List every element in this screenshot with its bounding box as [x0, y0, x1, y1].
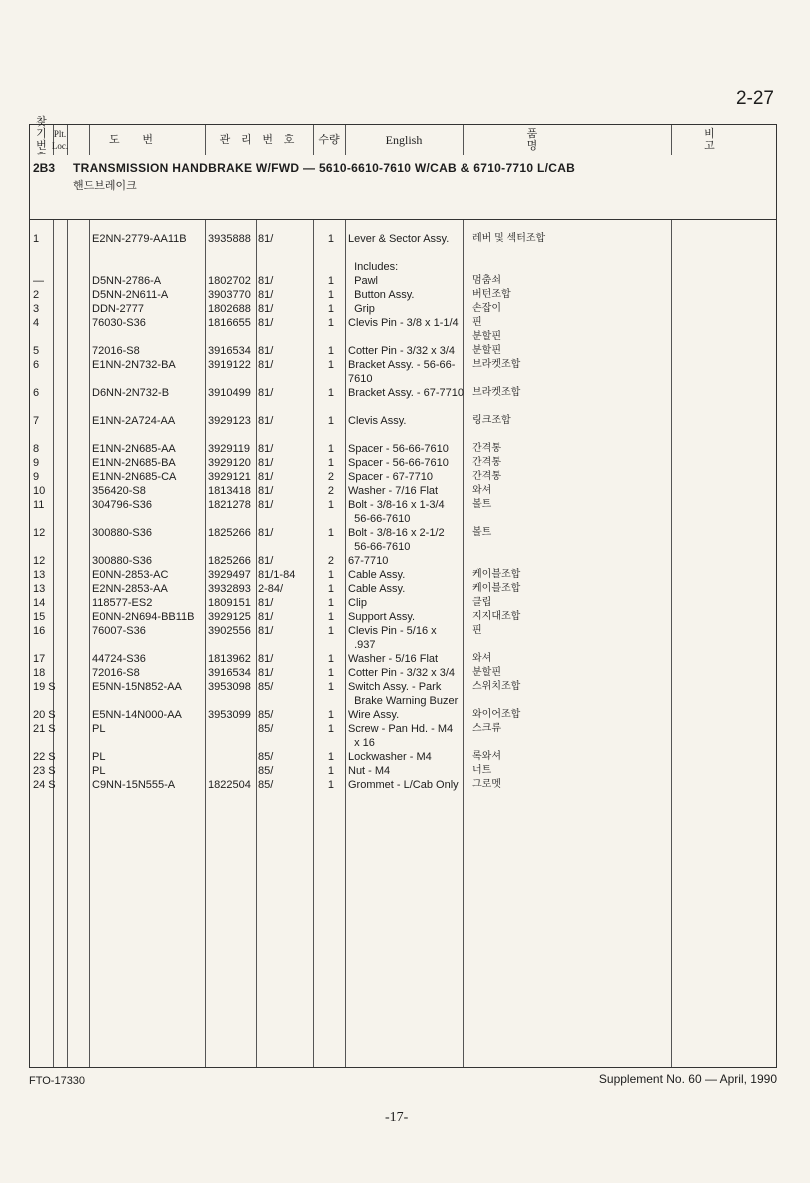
row-20-part: 118577-ES2 [92, 597, 153, 609]
row-28-kr: 록와셔 [472, 751, 501, 762]
row-3-mgmt: 1802702 [208, 275, 251, 287]
row-7-qty: 1 [327, 345, 334, 357]
row-20-ref: 14 [33, 597, 46, 609]
row-5-qty: 1 [327, 303, 334, 315]
row-23-en: Washer - 5/16 Flat [348, 653, 439, 665]
row-13-kr: 간격통 [472, 471, 501, 482]
row-30-kr: 그로멧 [472, 779, 501, 790]
folio: -17- [385, 1110, 409, 1125]
row-19-ref: 13 [33, 583, 46, 595]
row-9-mgmt: 3910499 [208, 387, 251, 399]
row-18-kr: 케이블조합 [472, 569, 521, 580]
row-7-kr: 분할핀 [472, 345, 501, 356]
row-3-ref: — [33, 275, 44, 287]
row-11-en: Spacer - 56-66-7610 [348, 443, 449, 455]
row-25-mgmt: 3953098 [208, 681, 251, 693]
row-29-kr: 너트 [472, 765, 492, 776]
row-14-en: Washer - 7/16 Flat [348, 485, 439, 497]
row-10-en: Clevis Assy. [348, 415, 407, 427]
parts-table [29, 116, 777, 1068]
row-11-code: 81/ [258, 443, 274, 455]
row-9-qty: 1 [327, 387, 334, 399]
row-24-code: 81/ [258, 667, 274, 679]
row-20-qty: 1 [327, 597, 334, 609]
row-4-code: 81/ [258, 289, 274, 301]
footer-left: FTO-17330 [29, 1075, 86, 1087]
row-30-ref: 24 S [33, 779, 56, 791]
row-7-ref: 5 [33, 345, 40, 357]
row-28-en: Lockwasher - M4 [348, 751, 432, 763]
row-1-en: Lever & Sector Assy. [348, 233, 450, 245]
row-23-code: 81/ [258, 653, 274, 665]
row-17-mgmt: 1825266 [208, 555, 251, 567]
row-30-part: C9NN-15N555-A [92, 779, 176, 791]
row-21-qty: 1 [327, 611, 334, 623]
row-14-mgmt: 1813418 [208, 485, 251, 497]
row-18-en: Cable Assy. [348, 569, 406, 581]
row-8-mgmt: 3919122 [208, 359, 251, 371]
row-16-qty: 1 [327, 527, 334, 539]
row-12-en: Spacer - 56-66-7610 [348, 457, 449, 469]
page-number: 2-27 [735, 88, 774, 109]
row-30-qty: 1 [327, 779, 334, 791]
row-27-en: Screw - Pan Hd. - M4 x 16 [348, 723, 454, 749]
row-8-part: E1NN-2N732-BA [92, 359, 176, 371]
row-19-mgmt: 3932893 [208, 583, 251, 595]
section-title: TRANSMISSION HANDBRAKE W/FWD — 5610-6610-7610 W/CAB & 6710-7710 L/CAB [73, 161, 576, 175]
row-13-qty: 2 [327, 471, 334, 483]
row-6-code: 81/ [258, 317, 274, 329]
row-25-kr: 스위치조합 [472, 681, 521, 692]
row-5-ref: 3 [33, 303, 40, 315]
row-20-en: Clip [348, 597, 367, 609]
row-14-part: 356420-S8 [92, 485, 146, 497]
row-14-ref: 10 [33, 485, 46, 497]
row-4-mgmt: 3903770 [208, 289, 251, 301]
header-qty: 수량 [318, 134, 340, 146]
row-8-code: 81/ [258, 359, 274, 371]
row-5-en: Grip [348, 303, 375, 315]
footer-right: Supplement No. 60 — April, 1990 [598, 1072, 777, 1086]
row-29-part: PL [92, 765, 106, 777]
row-23-ref: 17 [33, 653, 46, 665]
row-6-qty: 1 [327, 317, 334, 329]
row-7-mgmt: 3916534 [208, 345, 251, 357]
row-15-qty: 1 [327, 499, 334, 511]
row-16-kr: 볼트 [472, 527, 492, 538]
row-21-code: 81/ [258, 611, 274, 623]
header-ref: 찾 기 번 [36, 116, 47, 152]
header-remarks: 비 고 [704, 128, 745, 152]
row-11-ref: 8 [33, 443, 40, 455]
row-7-en: Cotter Pin - 3/32 x 3/4 [348, 345, 455, 357]
row-21-ref: 15 [33, 611, 46, 623]
row-17-code: 81/ [258, 555, 274, 567]
row-8-en: Bracket Assy. - 56-66-7610 [348, 359, 456, 385]
row-16-en: Bolt - 3/8-16 x 2-1/2 56-66-7610 [348, 527, 445, 553]
row-22-kr: 핀 [472, 625, 482, 636]
row-12-code: 81/ [258, 457, 274, 469]
row-22-part: 76007-S36 [92, 625, 146, 637]
header-korean: 품 명 [526, 128, 608, 152]
row-8-kr: 브라켓조합 [472, 359, 521, 370]
row-27-ref: 21 S [33, 723, 56, 735]
row-28-code: 85/ [258, 751, 274, 763]
row-17-en: 67-7710 [348, 555, 389, 567]
row-1-code: 81/ [258, 233, 274, 245]
row-25-code: 85/ [258, 681, 274, 693]
row-25-en: Switch Assy. - Park Brake Warning Buzer [348, 681, 459, 707]
row-28-ref: 22 S [33, 751, 56, 763]
row-21-part: E0NN-2N694-BB11B [92, 611, 195, 623]
row-22-ref: 16 [33, 625, 46, 637]
row-12-part: E1NN-2N685-BA [92, 457, 176, 469]
row-3-en: Pawl [348, 275, 378, 287]
row-19-part: E2NN-2853-AA [92, 583, 168, 595]
row-3-kr: 멈춤쇠 [472, 275, 501, 286]
row-8-ref: 6 [33, 359, 40, 371]
row-7-part: 72016-S8 [92, 345, 140, 357]
row-26-ref: 20 S [33, 709, 56, 721]
row-11-qty: 1 [327, 443, 334, 455]
row-22-code: 81/ [258, 625, 274, 637]
row-15-en: Bolt - 3/8-16 x 1-3/4 56-66-7610 [348, 499, 445, 525]
row-3-code: 81/ [258, 275, 274, 287]
row-5-mgmt: 1802688 [208, 303, 251, 315]
row-17-qty: 2 [327, 555, 334, 567]
row-27-code: 85/ [258, 723, 274, 735]
row-3-qty: 1 [327, 275, 334, 287]
row-26-en: Wire Assy. [348, 709, 400, 721]
row-4-part: D5NN-2N611-A [92, 289, 169, 301]
header-plt: Plt. Loc. [51, 129, 69, 151]
row-12-mgmt: 3929120 [208, 457, 251, 469]
row-4-kr: 버턴조합 [472, 289, 511, 300]
row-18-qty: 1 [327, 569, 334, 581]
section-header [30, 155, 776, 220]
row-21-en: Support Assy. [348, 611, 416, 623]
row-22-qty: 1 [327, 625, 334, 637]
row-17-ref: 12 [33, 555, 46, 567]
row-13-code: 81/ [258, 471, 274, 483]
row-10-code: 81/ [258, 415, 274, 427]
row-15-mgmt: 1821278 [208, 499, 251, 511]
row-26-part: E5NN-14N000-AA [92, 709, 182, 721]
row-8-qty: 1 [327, 359, 334, 371]
row-24-part: 72016-S8 [92, 667, 140, 679]
row-20-code: 81/ [258, 597, 274, 609]
table-body [30, 220, 776, 1067]
row-24-mgmt: 3916534 [208, 667, 251, 679]
row-29-code: 85/ [258, 765, 274, 777]
row-21-kr: 지지대조합 [472, 611, 521, 622]
row-1-part: E2NN-2779-AA11B [92, 233, 187, 245]
row-27-qty: 1 [327, 723, 334, 735]
row-16-part: 300880-S36 [92, 527, 152, 539]
row-1-ref: 1 [33, 233, 40, 245]
row-4-qty: 1 [327, 289, 334, 301]
row-9-ref: 6 [33, 387, 40, 399]
row-25-ref: 19 S [33, 681, 56, 693]
row-12-ref: 9 [33, 457, 40, 469]
row-6-ref: 4 [33, 317, 40, 329]
row-5-code: 81/ [258, 303, 274, 315]
row-6-part: 76030-S36 [92, 317, 146, 329]
row-27-part: PL [92, 723, 106, 735]
row-29-en: Nut - M4 [348, 765, 391, 777]
header-english: English [385, 133, 423, 147]
row-30-code: 85/ [258, 779, 274, 791]
row-12-qty: 1 [327, 457, 334, 469]
row-16-code: 81/ [258, 527, 274, 539]
row-1-mgmt: 3935888 [208, 233, 251, 245]
row-27-kr: 스크류 [472, 723, 501, 734]
row-11-part: E1NN-2N685-AA [92, 443, 176, 455]
row-10-qty: 1 [327, 415, 334, 427]
row-6-mgmt: 1816655 [208, 317, 251, 329]
section-korean: 핸드브레이크 [73, 180, 137, 192]
row-4-en: Button Assy. [348, 289, 415, 301]
row-7-code: 81/ [258, 345, 274, 357]
row-29-ref: 23 S [33, 765, 56, 777]
row-19-en: Cable Assy. [348, 583, 406, 595]
row-25-part: E5NN-15N852-AA [92, 681, 182, 693]
row-10-part: E1NN-2A724-AA [92, 415, 176, 427]
row-24-ref: 18 [33, 667, 46, 679]
row-19-qty: 1 [327, 583, 334, 595]
row-15-code: 81/ [258, 499, 274, 511]
row-29-qty: 1 [327, 765, 334, 777]
row-14-kr: 와셔 [472, 485, 492, 496]
row-5-kr: 손잡이 [472, 303, 501, 314]
row-23-kr: 와셔 [472, 653, 492, 664]
row-17-part: 300880-S36 [92, 555, 152, 567]
row-13-en: Spacer - 67-7710 [348, 471, 433, 483]
row-18-part: E0NN-2853-AC [92, 569, 169, 581]
row-18-mgmt: 3929497 [208, 569, 251, 581]
row-1-kr: 레버 및 섹터조합 [472, 233, 546, 244]
row-9-part: D6NN-2N732-B [92, 387, 170, 399]
row-30-mgmt: 1822504 [208, 779, 251, 791]
row-10-mgmt: 3929123 [208, 415, 251, 427]
row-9-en: Bracket Assy. - 67-7710 [348, 387, 464, 399]
row-4-ref: 2 [33, 289, 40, 301]
row-25-qty: 1 [327, 681, 334, 693]
row-9-code: 81/ [258, 387, 274, 399]
row-28-qty: 1 [327, 751, 334, 763]
row-13-mgmt: 3929121 [208, 471, 251, 483]
row-22-mgmt: 3902556 [208, 625, 251, 637]
row-11-kr: 간격통 [472, 443, 501, 454]
row-24-en: Cotter Pin - 3/32 x 3/4 [348, 667, 455, 679]
row-6-kr: 핀 분할핀 [472, 317, 501, 342]
row-6-en: Clevis Pin - 3/8 x 1-1/4 [348, 317, 459, 329]
row-15-kr: 볼트 [472, 499, 492, 510]
row-2-en: Includes: [348, 261, 399, 273]
row-19-code: 2-84/ [258, 583, 284, 595]
row-26-kr: 와이어조합 [472, 709, 521, 720]
table-header [30, 116, 776, 156]
row-22-en: Clevis Pin - 5/16 x .937 [348, 625, 437, 651]
section-code: 2B3 [33, 161, 56, 175]
row-20-kr: 클립 [472, 597, 492, 608]
row-9-kr: 브라켓조합 [472, 387, 521, 398]
row-28-part: PL [92, 751, 106, 763]
row-10-kr: 링크조합 [472, 415, 511, 426]
row-24-qty: 1 [327, 667, 334, 679]
row-14-code: 81/ [258, 485, 274, 497]
row-13-part: E1NN-2N685-CA [92, 471, 177, 483]
row-16-ref: 12 [33, 527, 46, 539]
row-24-kr: 분할핀 [472, 667, 501, 678]
row-3-part: D5NN-2786-A [92, 275, 162, 287]
row-11-mgmt: 3929119 [208, 443, 251, 455]
header-mgmt-no: 관 리 번 호 [219, 134, 299, 146]
header-part-no: 도 번 [108, 134, 163, 146]
row-26-mgmt: 3953099 [208, 709, 251, 721]
row-21-mgmt: 3929125 [208, 611, 251, 623]
row-15-ref: 11 [33, 499, 45, 511]
row-23-qty: 1 [327, 653, 334, 665]
row-1-qty: 1 [327, 233, 334, 245]
row-12-kr: 간격통 [472, 457, 501, 468]
row-13-ref: 9 [33, 471, 40, 483]
row-26-qty: 1 [327, 709, 334, 721]
row-26-code: 85/ [258, 709, 274, 721]
row-23-part: 44724-S36 [92, 653, 146, 665]
row-16-mgmt: 1825266 [208, 527, 251, 539]
row-14-qty: 2 [327, 485, 334, 497]
row-18-code: 81/1-84 [258, 569, 296, 581]
row-5-part: DDN-2777 [92, 303, 144, 315]
row-30-en: Grommet - L/Cab Only [348, 779, 459, 791]
row-10-ref: 7 [33, 415, 40, 427]
row-23-mgmt: 1813962 [208, 653, 251, 665]
row-18-ref: 13 [33, 569, 46, 581]
row-19-kr: 케이블조합 [472, 583, 521, 594]
row-15-part: 304796-S36 [92, 499, 152, 511]
row-20-mgmt: 1809151 [208, 597, 251, 609]
